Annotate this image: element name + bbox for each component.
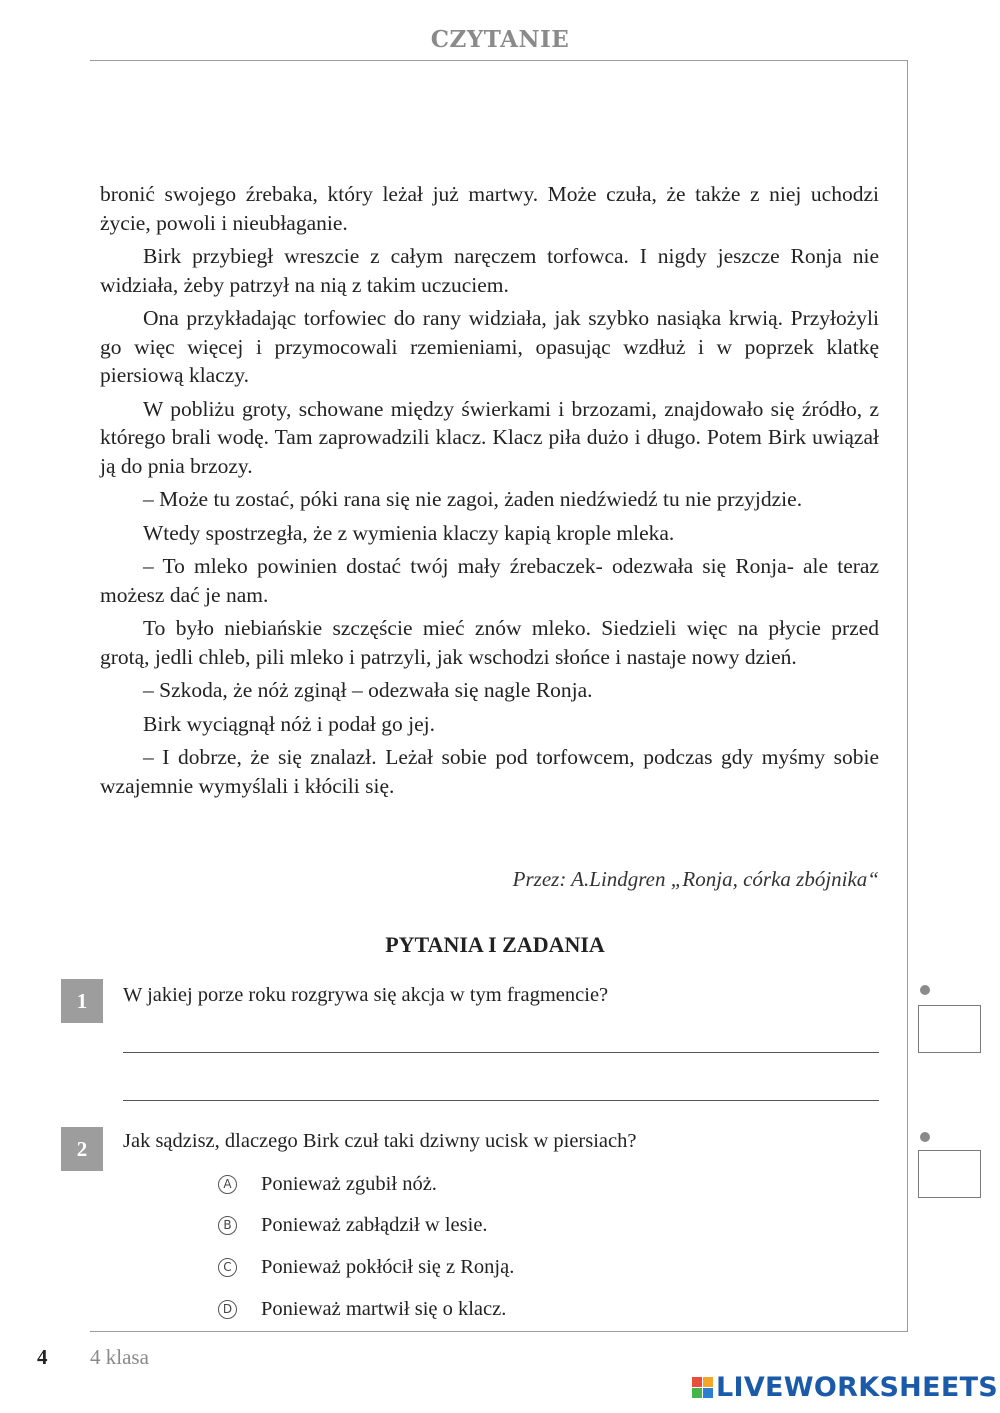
story-paragraph: Wtedy spostrzegła, że z wymienia klaczy kapią krople mleka. [143, 520, 675, 545]
story-paragraph: Ona przykładając torfowiec do rany widziała, jak szybko nasiąka krwią. Przyłożyli go więc więcej i przymocowali rzemieniami, opasując wzdłuż i w poprzek klatkę piersiową klaczy. [100, 306, 879, 387]
story-paragraph: Birk wyciągnął nóż i podał go jej. [143, 711, 435, 736]
option-letter-d[interactable]: D [218, 1300, 237, 1319]
story-attribution: Przez: A.Lindgren „Ronja, córka zbójnika“ [512, 867, 879, 891]
question-2-option-c[interactable] [218, 1254, 514, 1280]
liveworksheets-logo-icon [692, 1377, 713, 1398]
grade-label: 4 klasa [90, 1345, 149, 1369]
question-2-text: Jak sądzisz, dlaczego Birk czuł taki dziwny ucisk w piersiach? [123, 1130, 637, 1152]
question-2-score-box[interactable] [918, 1150, 981, 1198]
page-header-title: CZYTANIE [430, 26, 570, 53]
question-2-number: 2 [61, 1127, 103, 1171]
option-text: Ponieważ zgubił nóż. [261, 1172, 437, 1195]
option-text: Ponieważ pokłócił się z Ronją. [261, 1255, 515, 1278]
story-paragraph: To było niebiańskie szczęście mieć znów mleko. Siedzieli więc na płycie przed grotą, jedli chleb, pili mleko i patrzyli, jak wschodzi słońce i nastaje nowy dzień. [100, 616, 879, 669]
question-2-option-a[interactable] [218, 1171, 437, 1197]
brand-name: LIVEWORKSHEETS [716, 1372, 999, 1403]
questions-section-title: PYTANIA I ZADANIA [385, 932, 605, 957]
question-1-answer-line-1[interactable] [123, 1052, 879, 1053]
question-2-score-dot [920, 1132, 930, 1142]
story-paragraph: bronić swojego źrebaka, który leżał już martwy. Może czuła, że także z niej uchodzi życie, powoli i nieubłaganie. [100, 182, 879, 235]
question-1-number: 1 [61, 979, 103, 1023]
question-1-score-dot [920, 985, 930, 995]
story-paragraph: W pobliżu groty, schowane między świerkami i brzozami, znajdowało się źródło, z którego brali wodę. Tam zaprowadzili klacz. Klacz piła dużo i długo. Potem Birk uwiązał ją do pnia brzozy. [100, 396, 879, 478]
bottom-divider [90, 1331, 908, 1332]
story-paragraph: – Szkoda, że nóż zginął – odezwała się nagle Ronja. [143, 678, 593, 702]
option-letter-a[interactable]: A [218, 1175, 237, 1194]
story-text [100, 180, 879, 805]
page-number: 4 [37, 1345, 48, 1369]
option-text: Ponieważ zabłądził w lesie. [261, 1213, 488, 1236]
question-1-score-box[interactable] [918, 1005, 981, 1053]
liveworksheets-brand[interactable] [692, 1372, 998, 1403]
question-2-option-b[interactable] [218, 1212, 488, 1238]
question-1-text: W jakiej porze roku rozgrywa się akcja w tym fragmencie? [123, 984, 609, 1006]
question-2-option-d[interactable] [218, 1296, 506, 1322]
option-letter-c[interactable]: C [218, 1258, 237, 1277]
story-paragraph: Birk przybiegł wreszcie z całym naręczem torfowca. I nigdy jeszcze Ronja nie widziała, żeby patrzył na nią z takim uczuciem. [100, 244, 879, 297]
story-paragraph: – I dobrze, że się znalazł. Leżał sobie pod torfowcem, podczas gdy myśmy sobie wzajemnie wymyślali i kłócili się. [100, 745, 879, 798]
story-paragraph: – To mleko powinien dostać twój mały źrebaczek- odezwała się Ronja- ale teraz możesz dać je nam. [100, 554, 879, 607]
question-1-answer-line-2[interactable] [123, 1100, 879, 1101]
right-margin-divider [907, 60, 908, 1332]
option-text: Ponieważ martwił się o klacz. [261, 1297, 507, 1320]
top-divider [90, 60, 908, 61]
story-paragraph: – Może tu zostać, póki rana się nie zagoi, żaden niedźwiedź tu nie przyjdzie. [143, 487, 803, 511]
option-letter-b[interactable]: B [218, 1216, 237, 1235]
